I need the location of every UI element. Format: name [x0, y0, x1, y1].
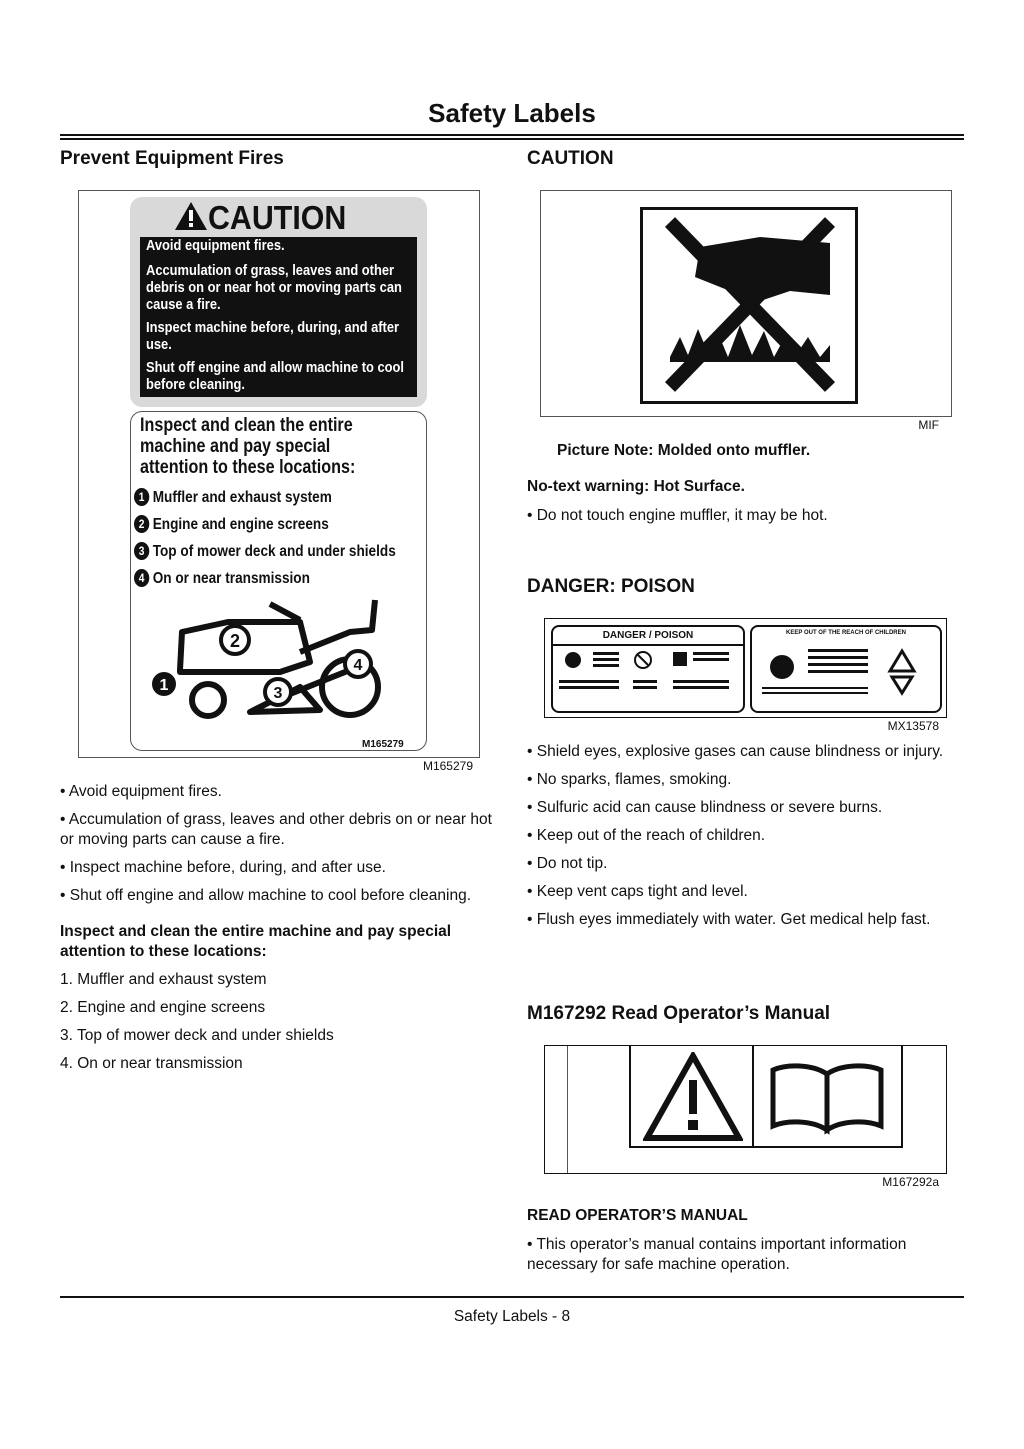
- list-item: • Shield eyes, explosive gases can cause blindness or injury.: [527, 743, 944, 760]
- picture-note: Picture Note: Molded onto muffler.: [557, 442, 811, 459]
- decal-location-item: 2 Engine and engine screens: [134, 511, 396, 538]
- list-item: • Flush eyes immediately with water. Get medical help fast.: [527, 911, 931, 928]
- list-item: • Do not tip.: [527, 855, 608, 872]
- decal-black-panel: [140, 237, 417, 397]
- decal-caution-word: CAUTION: [208, 199, 347, 236]
- section-heading-danger-poison: DANGER: POISON: [527, 576, 695, 597]
- battery-danger-decal: [544, 618, 947, 718]
- list-item: • Sulfuric acid can cause blindness or severe burns.: [527, 799, 883, 816]
- decal-location-item: 3 Top of mower deck and under shields: [134, 538, 396, 565]
- open-book-icon: [767, 1060, 887, 1136]
- decal-code: M165279: [362, 739, 404, 750]
- section-heading-prevent-fires: Prevent Equipment Fires: [60, 148, 284, 169]
- hot-surface-no-touch-icon: [640, 207, 858, 404]
- read-manual-decal-figure: [544, 1045, 947, 1174]
- recycle-and-eye-wash-icon: [752, 639, 936, 705]
- riding-mower-illustration: [150, 592, 410, 732]
- decal-location-list: [134, 484, 442, 592]
- figure-caption-m167292a: M167292a: [882, 1175, 939, 1189]
- poison-decal-title: DANGER / POISON: [553, 627, 743, 646]
- svg-text:4: 4: [353, 657, 363, 674]
- decal-line-1: Avoid equipment fires.: [146, 237, 285, 254]
- poison-symbols-icon: [553, 646, 739, 702]
- list-item: • Accumulation of grass, leaves and other debris on or near hot or moving parts can cause a fire.: [60, 811, 492, 848]
- decal-caution-header: [174, 199, 358, 237]
- decal-inspect-heading: Inspect and clean the entire machine and pay special attention to these locations:: [140, 415, 356, 478]
- read-manual-subheading: READ OPERATOR’S MANUAL: [527, 1207, 748, 1224]
- list-item: 2. Engine and engine screens: [60, 999, 266, 1016]
- poison-bullet-list: [527, 742, 967, 938]
- title-rule-top: [60, 134, 964, 136]
- decal-location-item: 4 On or near transmission: [134, 565, 396, 592]
- left-bullet-list: [60, 782, 500, 1082]
- footer-rule: [60, 1296, 964, 1298]
- inspect-note: Inspect and clean the entire machine and pay special attention to these locations:: [60, 923, 452, 960]
- decal-right-panel: [750, 625, 942, 713]
- svg-text:3: 3: [273, 685, 283, 702]
- read-manual-bullet: • This operator’s manual contains important information necessary for safe machine operation.: [527, 1236, 907, 1273]
- hot-surface-bullet: • Do not touch engine muffler, it may be hot.: [527, 507, 828, 524]
- hot-surface-figure: [540, 190, 952, 417]
- decal-edge-line: [567, 1046, 568, 1173]
- decal-line-3: Inspect machine before, during, and after use.: [146, 319, 400, 353]
- decal-location-item: 1 Muffler and exhaust system: [134, 484, 396, 511]
- page-footer: Safety Labels - 8: [453, 1308, 571, 1325]
- decal-line-4: Shut off engine and allow machine to cool before cleaning.: [146, 359, 405, 393]
- svg-text:2: 2: [229, 631, 241, 651]
- figure-caption-m165279: M165279: [422, 759, 473, 773]
- list-item: 3. Top of mower deck and under shields: [60, 1027, 334, 1044]
- list-item: • Keep vent caps tight and level.: [527, 883, 748, 900]
- hot-surface-warning-title: No-text warning: Hot Surface.: [527, 478, 745, 495]
- list-item: • No sparks, flames, smoking.: [527, 771, 732, 788]
- caution-decal: [130, 197, 427, 751]
- warning-triangle-icon: [174, 201, 208, 239]
- list-item: • Keep out of the reach of children.: [527, 827, 766, 844]
- decal-left-panel: [551, 625, 745, 713]
- decal-line-2: Accumulation of grass, leaves and other debris on or near hot or moving parts can cause a fire.: [146, 262, 402, 313]
- warning-triangle-icon: [643, 1052, 743, 1142]
- list-item: 1. Muffler and exhaust system: [60, 971, 267, 988]
- list-item: • Avoid equipment fires.: [60, 783, 222, 800]
- list-item: 4. On or near transmission: [60, 1055, 243, 1072]
- list-item: • Inspect machine before, during, and after use.: [60, 859, 386, 876]
- list-item: • Shut off engine and allow machine to cool before cleaning.: [60, 887, 471, 904]
- figure-caption-mx13578: MX13578: [887, 719, 939, 733]
- figure-caption-mif: MIF: [918, 418, 939, 432]
- symbol-divider: [752, 1046, 754, 1146]
- section-heading-caution: CAUTION: [527, 148, 614, 169]
- poison-decal-right-title: KEEP OUT OF THE REACH OF CHILDREN: [786, 630, 906, 636]
- decal-symbol-panel: [629, 1046, 903, 1148]
- section-heading-read-manual: M167292 Read Operator’s Manual: [527, 1003, 831, 1024]
- svg-text:1: 1: [159, 677, 169, 694]
- title-rule-bottom: [60, 138, 964, 140]
- page-title: Safety Labels: [428, 98, 596, 128]
